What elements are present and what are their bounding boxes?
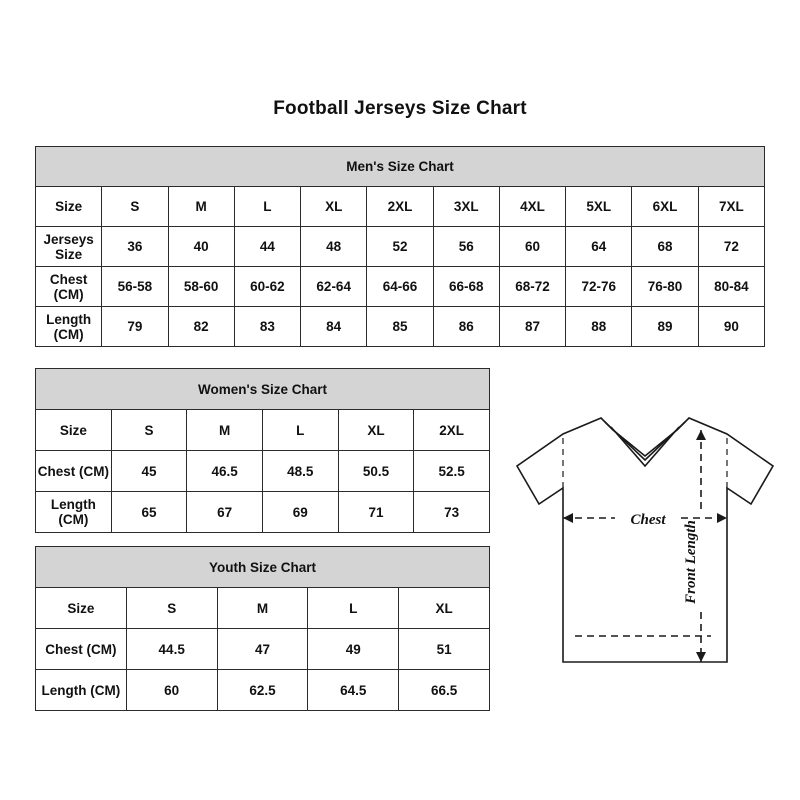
table-cell: S	[102, 187, 168, 227]
table-row	[36, 267, 765, 307]
table-cell: M	[217, 588, 308, 629]
table-cell: 73	[414, 492, 490, 533]
table-cell: 64.5	[308, 670, 399, 711]
table-cell: S	[111, 410, 187, 451]
table-cell: 69	[262, 492, 338, 533]
table-header-row	[36, 147, 765, 187]
table-cell: 44.5	[126, 629, 217, 670]
table-cell: 5XL	[566, 187, 632, 227]
table-row	[36, 227, 765, 267]
table-cell: 45	[111, 451, 187, 492]
table-cell: 2XL	[367, 187, 433, 227]
table-cell: 44	[234, 227, 300, 267]
table-header-row	[36, 547, 490, 588]
table-cell: 6XL	[632, 187, 698, 227]
tshirt-outline-icon	[517, 418, 773, 662]
table-cell: 72-76	[566, 267, 632, 307]
table-cell: 60	[126, 670, 217, 711]
table-cell: M	[168, 187, 234, 227]
table-cell: 83	[234, 307, 300, 347]
table-cell: XL	[399, 588, 490, 629]
table-cell: 80-84	[698, 267, 764, 307]
mens-table-header: Men's Size Chart	[36, 147, 765, 187]
table-row	[36, 451, 490, 492]
table-cell: 58-60	[168, 267, 234, 307]
mens-size-table	[35, 146, 765, 347]
row-label: Length (CM)	[36, 492, 112, 533]
row-label: Size	[36, 410, 112, 451]
row-label: Size	[36, 588, 127, 629]
table-cell: 60	[499, 227, 565, 267]
table-cell: 52	[367, 227, 433, 267]
chest-label: Chest	[630, 512, 666, 528]
table-cell: 49	[308, 629, 399, 670]
table-cell: 4XL	[499, 187, 565, 227]
table-cell: 82	[168, 307, 234, 347]
table-cell: 51	[399, 629, 490, 670]
womens-size-table	[35, 368, 490, 533]
table-cell: 76-80	[632, 267, 698, 307]
table-cell: 60-62	[234, 267, 300, 307]
table-cell: 71	[338, 492, 414, 533]
youth-size-table	[35, 546, 490, 711]
row-label: Size	[36, 187, 102, 227]
shirt-measurement-diagram	[505, 400, 785, 690]
table-cell: XL	[301, 187, 367, 227]
womens-table-header: Women's Size Chart	[36, 369, 490, 410]
table-cell: 36	[102, 227, 168, 267]
table-cell: 66.5	[399, 670, 490, 711]
row-label: Chest (CM)	[36, 267, 102, 307]
table-row	[36, 187, 765, 227]
row-label: Length (CM)	[36, 670, 127, 711]
table-cell: L	[262, 410, 338, 451]
table-header-row	[36, 369, 490, 410]
table-cell: 67	[187, 492, 263, 533]
table-cell: 50.5	[338, 451, 414, 492]
table-cell: 62-64	[301, 267, 367, 307]
page-title: Football Jerseys Size Chart	[273, 98, 527, 119]
table-cell: 56-58	[102, 267, 168, 307]
table-cell: 68	[632, 227, 698, 267]
row-label: Length (CM)	[36, 307, 102, 347]
table-cell: 46.5	[187, 451, 263, 492]
table-cell: 48	[301, 227, 367, 267]
table-cell: 66-68	[433, 267, 499, 307]
table-cell: 52.5	[414, 451, 490, 492]
row-label: Jerseys Size	[36, 227, 102, 267]
table-cell: S	[126, 588, 217, 629]
table-row	[36, 410, 490, 451]
table-cell: 84	[301, 307, 367, 347]
row-label: Chest (CM)	[36, 629, 127, 670]
table-cell: L	[234, 187, 300, 227]
table-row	[36, 670, 490, 711]
table-cell: 87	[499, 307, 565, 347]
table-cell: L	[308, 588, 399, 629]
table-cell: 3XL	[433, 187, 499, 227]
table-cell: 64	[566, 227, 632, 267]
table-row	[36, 629, 490, 670]
table-cell: 89	[632, 307, 698, 347]
table-cell: 65	[111, 492, 187, 533]
table-cell: 56	[433, 227, 499, 267]
table-row	[36, 492, 490, 533]
table-cell: 2XL	[414, 410, 490, 451]
table-cell: 68-72	[499, 267, 565, 307]
table-cell: 86	[433, 307, 499, 347]
table-cell: 47	[217, 629, 308, 670]
table-cell: 72	[698, 227, 764, 267]
front-length-label: Front Length	[683, 520, 699, 604]
table-cell: 79	[102, 307, 168, 347]
table-cell: 88	[566, 307, 632, 347]
table-cell: 48.5	[262, 451, 338, 492]
youth-table-header: Youth Size Chart	[36, 547, 490, 588]
table-cell: XL	[338, 410, 414, 451]
table-cell: 90	[698, 307, 764, 347]
row-label: Chest (CM)	[36, 451, 112, 492]
table-cell: 64-66	[367, 267, 433, 307]
table-row	[36, 307, 765, 347]
table-cell: M	[187, 410, 263, 451]
table-cell: 62.5	[217, 670, 308, 711]
table-cell: 40	[168, 227, 234, 267]
table-row	[36, 588, 490, 629]
table-cell: 85	[367, 307, 433, 347]
table-cell: 7XL	[698, 187, 764, 227]
